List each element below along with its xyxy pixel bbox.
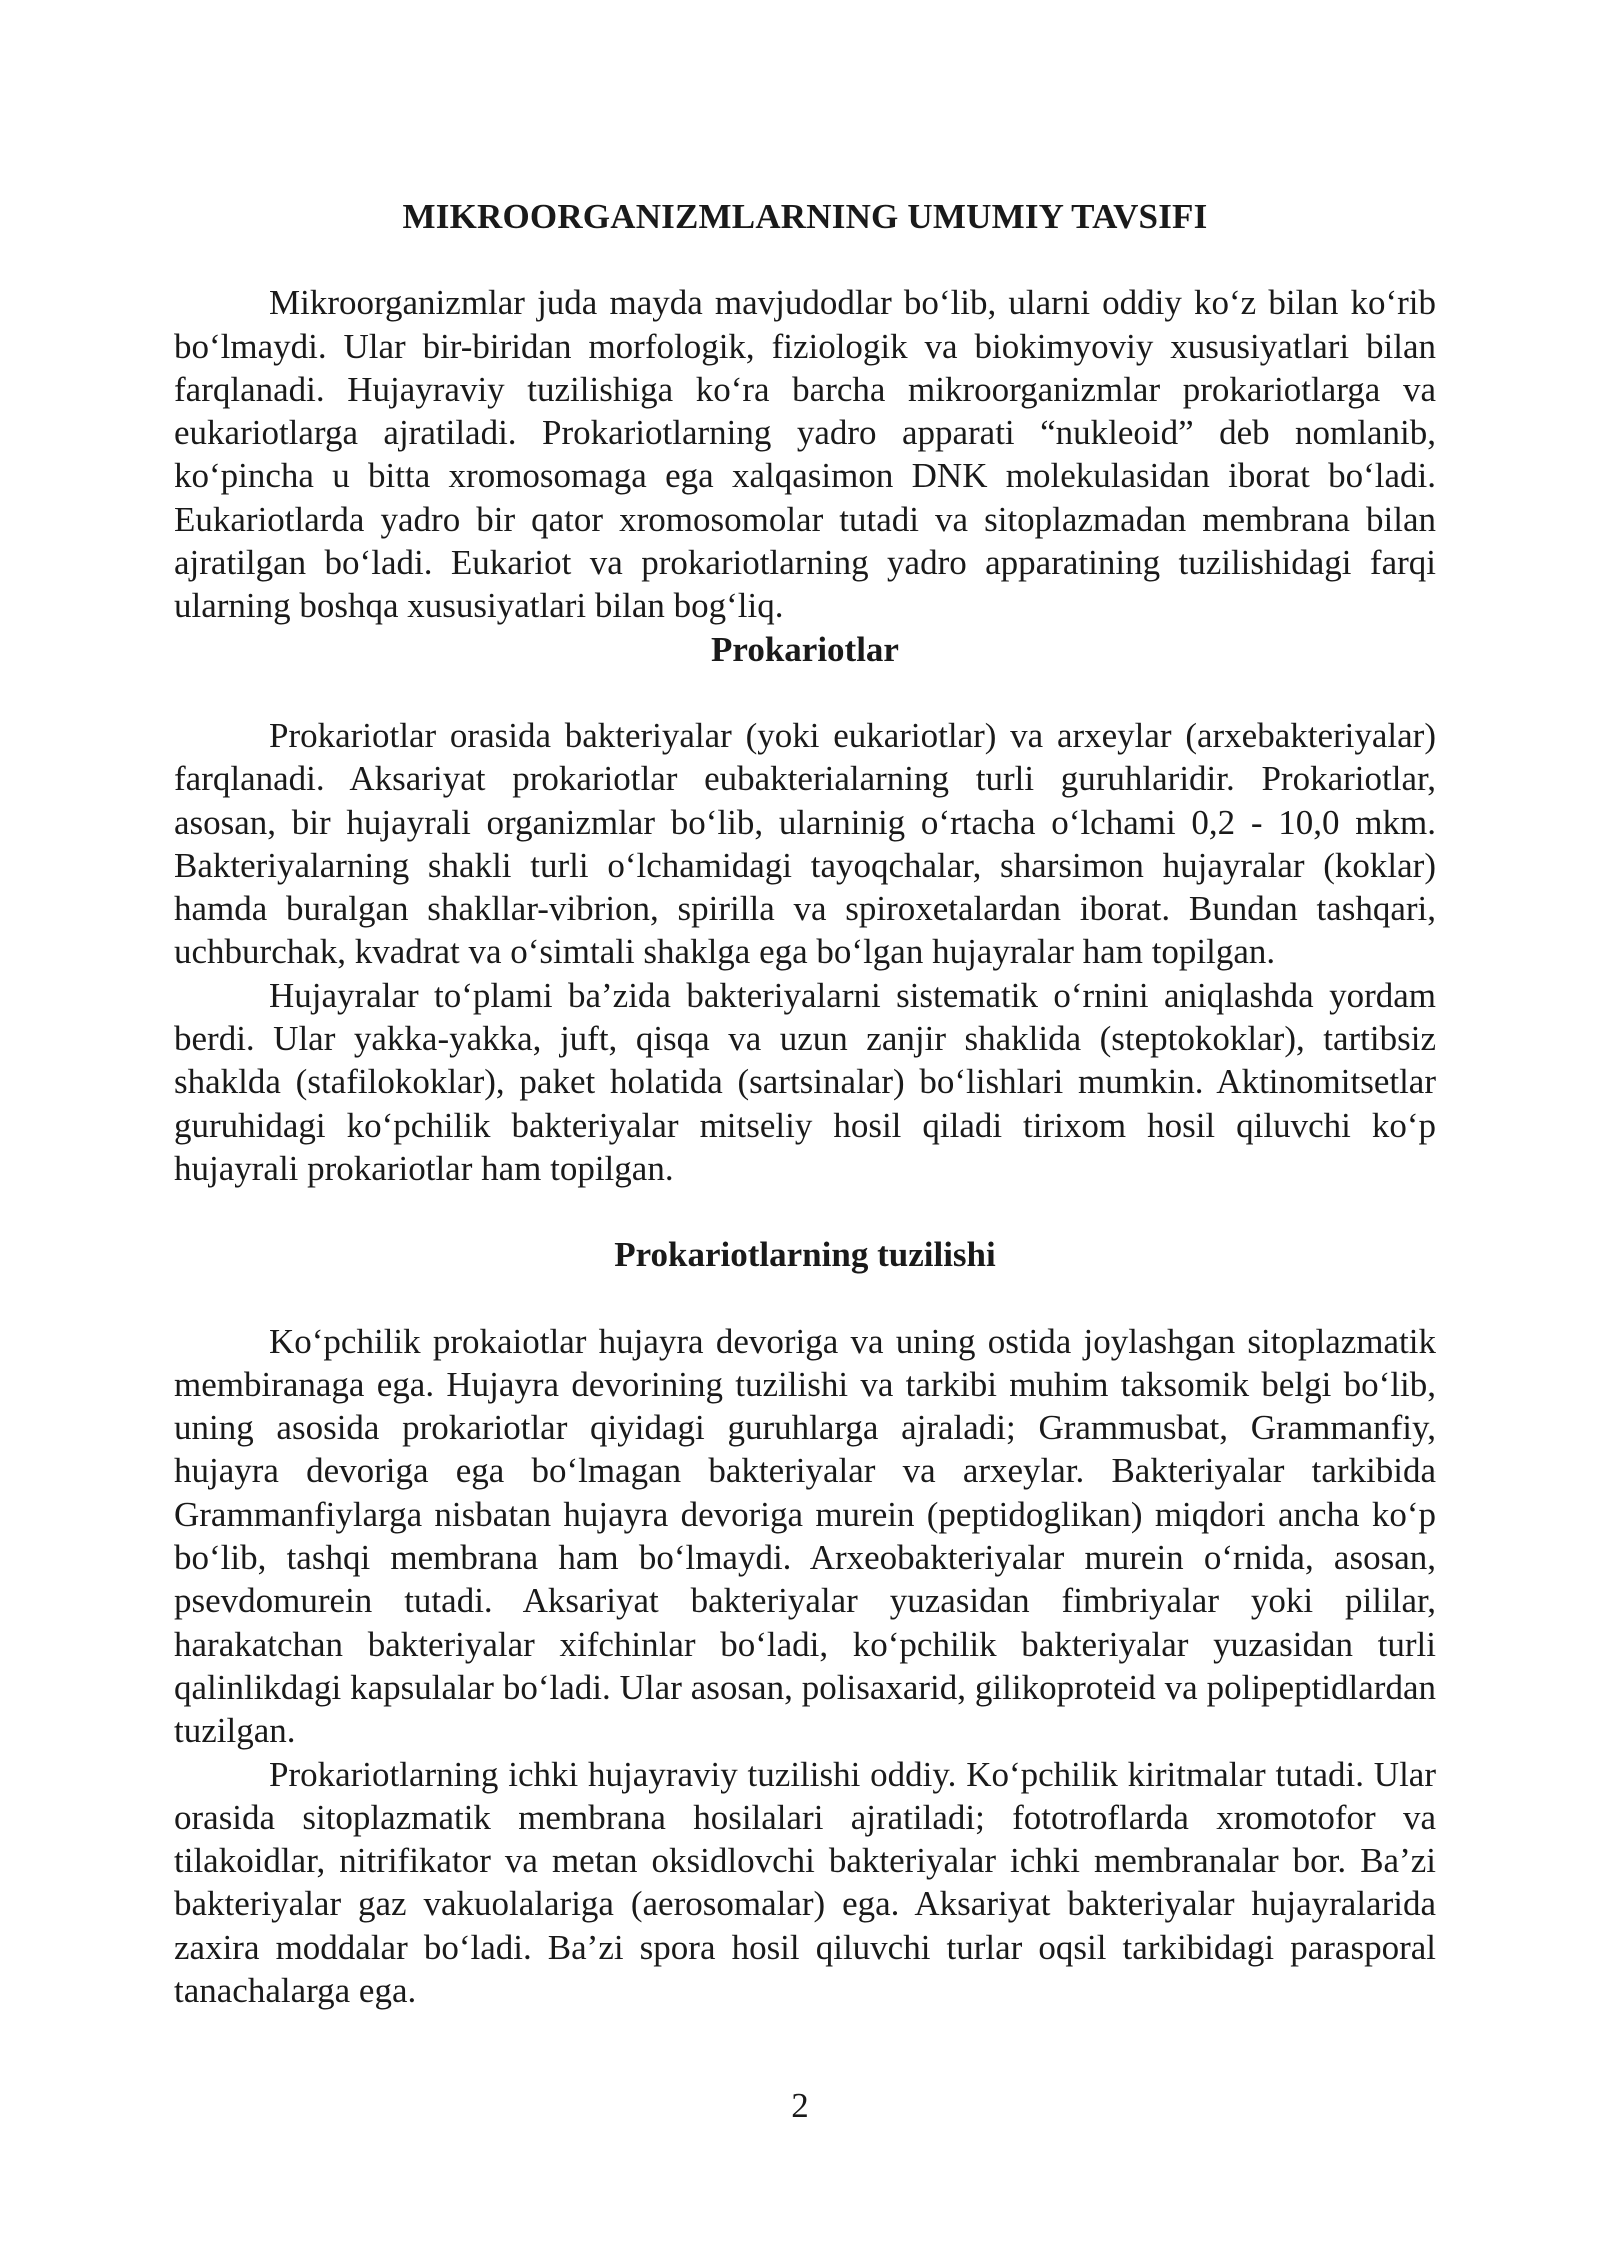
spacer xyxy=(174,1277,1436,1320)
spacer xyxy=(174,1190,1436,1233)
page-number: 2 xyxy=(791,2086,809,2125)
tuzilishi-paragraph-1: Ko‘pchilik prokaiotlar hujayra devoriga va uning ostida joylashgan sitoplazmatik membiranaga ega. Hujayra devorining tuzilishi va tarkibi muhim taksomik belgi bo‘lib, uning asosida prokariotlar qiyidagi guruhlarga ajraladi; Grammusbat, Grammanfiy, hujayra devoriga ega bo‘lmagan bakteriyalar va arxeylar. Bakteriyalar tarkibida Grammanfiylarga nisbatan hujayra devoriga murein (peptidoglikan) miqdori ancha ko‘p bo‘lib, tashqi membrana ham bo‘lmaydi. Arxeobakteriyalar murein o‘rnida, asosan, psevdomurein tutadi. Aksariyat bakteriyalar yuzasidan fimbriyalar yoki pililar, harakatchan bakteriyalar xifchinlar bo‘ladi, ko‘pchilik bakteriyalar yuzasidan turli qalinlikdagi kapsulalar bo‘ladi. Ular asosan, polisaxarid, gilikoproteid va polipeptidlardan tuzilgan. xyxy=(174,1321,1436,1751)
intro-paragraph: Mikroorganizmlar juda mayda mavjudodlar bo‘lib, ularni oddiy ko‘z bilan ko‘rib bo‘lmaydi. Ular bir-biridan morfologik, fiziologik va biokimyoviy xususiyatlari bilan farqlanadi. Hujayraviy tuzilishiga ko‘ra barcha mikroorganizmlar prokariotlarga va eukariotlarga ajratiladi. Prokariotlarning yadro apparati “nukleoid” deb nomlanib, ko‘pincha u bitta xromosomaga ega xalqasimon DNK molekulasidan iborat bo‘ladi. Eukariotlarda yadro bir qator xromosomolar tutadi va sitoplazmadan membrana bilan ajratilgan bo‘ladi. Eukariot va prokariotlarning yadro apparatining tuzilishidagi farqi ularning boshqa xususiyatlari bilan bog‘liq. xyxy=(174,283,1436,626)
prokariotlar-paragraph-2: Hujayralar to‘plami ba’zida bakteriyalarni sistematik o‘rnini aniqlashda yordam berdi. Ular yakka-yakka, juft, qisqa va uzun zanjir shaklida (steptokoklar), tartibsiz shaklda (stafilokoklar), paket holatida (sartsinalar) bo‘lishlari mumkin. Aktinomitsetlar guruhidagi ko‘pchilik bakteriyalar mitseliy hosil qiladi tirixom hosil qiluvchi ko‘p hujayrali prokariotlar ham topilgan. xyxy=(174,975,1436,1188)
page-title: MIKROORGANIZMLARNING UMUMIY TAVSIFI xyxy=(402,197,1208,236)
prokariotlar-paragraph-1: Prokariotlar orasida bakteriyalar (yoki eukariotlar) va arxeylar (arxebakteriyalar) farqlanadi. Aksariyat prokariotlar eubakterialarning turli guruhlaridir. Prokariotlar, asosan, bir hujayrali organizmlar bo‘lib, ularninig o‘rtacha o‘lchami 0,2 - 10,0 mkm. Bakteriyalarning shakli turli o‘lchamidagi tayoqchalar, sharsimon hujayralar (koklar) hamda buralgan shakllar-vibrion, spirilla va spiroxetalardan iborat. Bundan tashqari, uchburchak, kvadrat va o‘simtali shaklga ega bo‘lgan hujayralar ham topilgan. xyxy=(174,715,1436,972)
tuzilishi-paragraph-2: Prokariotlarning ichki hujayraviy tuzilishi oddiy. Ko‘pchilik kiritmalar tutadi. Ular orasida sitoplazmatik membrana hosilalari ajratiladi; fototroflarda xromotofor va tilakoidlar, nitrifikator va metan oksidlovchi bakteriyalar ichki membranalar bor. Ba’zi bakteriyalar gaz vakuolalariga (aerosomalar) ega. Aksariyat bakteriyalar hujayralarida zaxira moddalar bo‘ladi. Ba’zi spora hosil qiluvchi turlar oqsil tarkibidagi parasporal tanachalarga ega. xyxy=(174,1754,1436,2010)
section-heading-prokariotlar: Prokariotlar xyxy=(711,629,899,669)
document-page xyxy=(174,195,1436,2012)
section-heading-tuzilishi: Prokariotlarning tuzilishi xyxy=(614,1235,996,1275)
spacer xyxy=(174,671,1436,714)
